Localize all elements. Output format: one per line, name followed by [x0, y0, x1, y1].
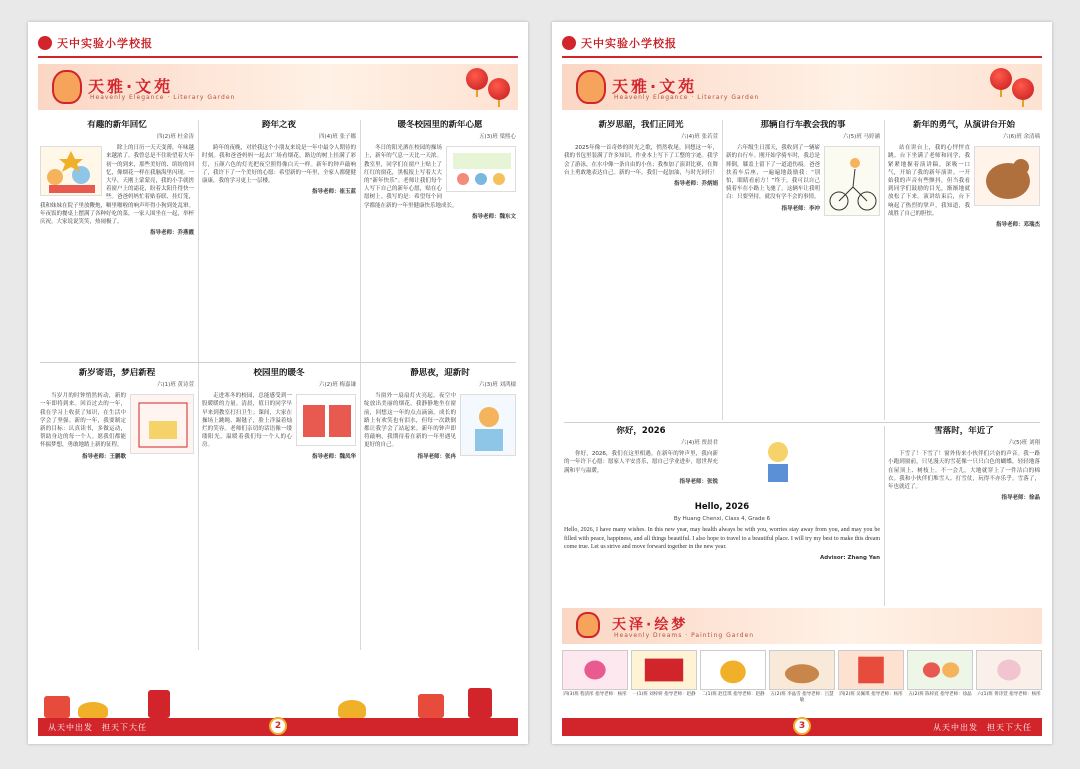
article-1 — [40, 120, 194, 358]
gallery-caption: 五(2)班 李晶雪 指导老师：吕慧敏 — [770, 692, 834, 703]
article-title: 校园里的暖冬 — [253, 368, 305, 378]
article-body: 冬日的阳光洒在校园的操场上，新年的气息一天比一天浓。教室里，同学们在窗户上贴上了红红的窗花，黑板报上写着大大的“新年快乐”。老师让我们每个人写下自己的新年心愿，贴在心愿树上。我写的是：希望每个同学都能在新的一年里健康快乐地成长。 — [364, 145, 458, 209]
article-teacher: 指导老师：乔燕霞 — [149, 230, 194, 237]
painting-thumbnail — [700, 650, 766, 690]
article-title: 你好，2026 — [616, 426, 666, 436]
article-title: 静思夜，迎新时 — [410, 368, 470, 378]
gallery-caption: 二(1)班 赵佳琪 指导老师：赵静 — [701, 692, 765, 697]
festive-drawing-illustration — [296, 394, 356, 446]
gold-ingot-icon — [78, 702, 108, 718]
mascot-icon — [576, 70, 606, 104]
article-body: 六年级生日那天，我收到了一辆崭新的自行车。刚开始学骑车时，我总是摔倒，膝盖上留下了一道道伤痕。爸爸扶着车后座，一遍遍地鼓励我：“别怕，眼睛看前方！”终于，我可以自己骑着车在小路上飞驰了。这辆车让我明白：只要坚持，就没有学不会的事情。 — [726, 145, 820, 201]
gallery-caption: 六(1)班 黄诗萱 指导老师：杨彤 — [977, 692, 1041, 697]
article-teacher: 指导老师：邓瑞杰 — [995, 222, 1040, 229]
article-byline: 六(1)班 黄诗萱 — [156, 382, 194, 388]
gift-icon — [44, 696, 70, 718]
page-number: 3 — [793, 717, 811, 735]
article-9 — [888, 120, 1040, 418]
article-teacher: 指导老师：崔玉蓝 — [311, 189, 356, 196]
gallery-subtitle: Heavenly Dreams · Painting Garden — [614, 632, 755, 639]
article-body: 下雪了！下雪了！窗外传来小伙伴们兴奋的声音。我一路小跑到窗前，只见漫天的雪花像一只只白色的蝴蝶，轻轻地落在屋顶上、树枝上。不一会儿，大地就穿上了一件洁白的棉衣。我和小伙伴们堆雪人、打雪仗，玩得不亦乐乎。雪落了，年也就近了。 — [888, 451, 1040, 491]
gift-icon — [418, 694, 444, 718]
gift-icon — [468, 688, 492, 718]
gallery-item — [838, 650, 904, 710]
article-title: 新年的勇气，从演讲台开始 — [912, 120, 1015, 130]
article-byline: 六(2)班 梅嘉谦 — [318, 382, 356, 388]
gallery-caption: 四(3)班 程清彤 指导老师：杨彤 — [563, 692, 627, 697]
bicycle-drawing-illustration — [824, 146, 880, 216]
article-teacher: 指导老师：李冲 — [781, 205, 820, 212]
article-6 — [364, 368, 516, 650]
footer-slogan: 从天中出发 担天下大任 — [48, 722, 147, 732]
article-title: 新岁思韶，我们正同光 — [598, 120, 684, 130]
gallery-item — [907, 650, 973, 710]
article-5 — [202, 368, 356, 650]
gallery-caption: 四(2)班 吴佩琪 指导老师：杨彤 — [839, 692, 903, 697]
article-byline: 六(4)班 张若萱 — [680, 134, 718, 140]
section-title: 天雅·文苑 — [88, 77, 174, 96]
article-title: 暖冬校园里的新年心愿 — [397, 120, 483, 130]
article-2 — [202, 120, 356, 358]
section-title: 天雅·文苑 — [612, 77, 698, 96]
article-title: 跨年之夜 — [261, 120, 296, 130]
lantern-icon — [990, 68, 1012, 90]
article-byline: By Huang Chenxi, Class 4, Grade 6 — [673, 516, 771, 522]
article-byline: 六(5)班 刘翔 — [1008, 440, 1040, 446]
gallery-caption: 一(1)班 刘梓妍 指导老师：赵静 — [632, 692, 696, 697]
new-year-card-illustration — [130, 394, 194, 454]
article-byline: 四(2)班 杜金涛 — [156, 134, 194, 140]
article-body: 当岁月的时钟悄然转动，新的一年即将到来。回首过去的一年，我在学习上收获了知识，在生活中学会了坚强。新的一年，我要制定新的目标：认真读书，多做运动，帮助身边的每一个人。愿我们都能怀揣梦想，勇敢地踏上新的征程。 — [40, 393, 126, 449]
article-teacher: 指导老师：张冉 — [417, 453, 456, 460]
article-body: 站在讲台上，我的心怦怦直跳。台下坐满了老师和同学，我紧紧地握着演讲稿，深吸一口气，开始了我的新年演讲。一开始我的声音有些颤抖，但当我看到同学们鼓励的目光，渐渐地就放松了下来。演讲结束后，台下响起了热烈的掌声，我知道，我战胜了自己的胆怯。 — [888, 145, 970, 217]
section-banner — [562, 64, 1042, 110]
article-body: 走进寒冬的校园，总能感受到一股暖暖的力量。清晨，值日的同学早早来到教室打扫卫生；课间，大家在操场上跳绳、踢毽子，脸上洋溢着灿烂的笑容。老师们亲切的话语像一缕缕阳光，温暖着我们每一个人的心房。 — [202, 393, 292, 449]
article-body: 跨年的夜晚，对於我这个小朋友来说是一年中最令人期待的时刻。我和爸爸妈妈一起去广场看烟花，路边的树上挂满了彩灯，五颜六色的灯光把夜空照得像白天一样。新年的钟声敲响了，我许下了一个美好的心愿：希望新的一年里，全家人都健健康康，我的学习更上一层楼。 — [202, 145, 356, 185]
article-body: 你好，2026，我们在这里相遇。在新年的钟声里，我向新的一年许下心愿：愿家人平安喜乐，愿自己学业进步，愿世界充满和平与温暖。 — [564, 451, 718, 474]
section-subtitle: Heavenly Elegance · Literary Garden — [614, 94, 760, 101]
article-body: 当窗外一扇扇灯火亮起，夜空中绽放出美丽的烟花，我静静地坐在窗前，回想这一年的点点滴滴。成长的路上有欢笑也有泪水，但每一次跌倒都让我学会了站起来。新年的钟声即将敲响，我期待着在新的一年里遇见更好的自己。 — [364, 393, 456, 449]
article-byline: 六(6)班 余清瑀 — [1002, 134, 1040, 140]
article-teacher: 指导老师：张锐 — [679, 478, 718, 485]
article-byline: 六(3)班 刘鸿棣 — [478, 382, 516, 388]
gallery-caption: 五(2)班 陈梓宸 指导老师：徐晶 — [908, 692, 972, 697]
painting-thumbnail — [631, 650, 697, 690]
lantern-icon — [488, 78, 510, 100]
festive-decoration-band — [38, 678, 518, 718]
article-body: Hello, 2026, I have many wishes. In this new year, may health always be with you, worries stay away from you, and may you be filled with peace, happiness, and all things beautiful. I also hope to travel to a beautiful place. I will try my best to make this dream come true. Let us strive and move forward together in the new year. — [564, 527, 880, 550]
article-8 — [726, 120, 880, 418]
masthead-title: 天中实验小学校报 — [57, 37, 153, 50]
article-3 — [364, 120, 516, 358]
article-10 — [564, 426, 718, 496]
page-number: 2 — [269, 717, 287, 735]
article-12 — [888, 426, 1040, 606]
article-byline: 四(4)班 张子娜 — [318, 134, 356, 140]
school-logo-icon — [562, 36, 576, 50]
newspaper-page-2 — [28, 22, 528, 744]
article-teacher: 指导老师：魏凤华 — [311, 453, 356, 460]
gallery-item — [769, 650, 835, 710]
gift-icon — [148, 690, 170, 718]
article-byline: 六(5)班 马婷涵 — [842, 134, 880, 140]
article-byline: 五(3)班 梁熙心 — [478, 134, 516, 140]
article-title: 那辆自行车教会我的事 — [760, 120, 846, 130]
article-4 — [40, 368, 194, 650]
gold-ingot-icon — [338, 700, 366, 718]
article-7 — [564, 120, 718, 418]
article-teacher: 指导老师：魏东文 — [471, 213, 516, 220]
section-banner — [38, 64, 518, 110]
hello-2026-illustration-area — [726, 426, 876, 496]
masthead — [38, 30, 518, 58]
lantern-icon — [1012, 78, 1034, 100]
newspaper-page-3 — [552, 22, 1052, 744]
article-body: 2025年像一首奇妙的时光之歌，悄然收尾。回想这一年，我的书包里装满了许多知识，作业本上写下了工整的字迹。我学会了游泳，在水中像一条自由的小鱼；我参加了演讲比赛，在舞台上勇敢地表达自己。新的一年，我们一起加油，与时光同行！ — [564, 145, 718, 176]
kids-drawing-illustration — [40, 146, 102, 196]
footer-slogan: 从天中出发 担天下大任 — [933, 722, 1032, 732]
article-title: 新岁寄语，梦启新程 — [78, 368, 156, 378]
mascot-icon — [576, 612, 600, 638]
horse-2026-illustration — [974, 146, 1040, 206]
mascot-icon — [52, 70, 82, 104]
gallery-item — [631, 650, 697, 710]
hello-2026-illustration — [756, 432, 816, 488]
gallery-title: 天泽·绘梦 — [612, 617, 689, 633]
gallery-banner — [562, 608, 1042, 644]
article-teacher: 指导老师：乔炳娟 — [673, 181, 718, 188]
painting-thumbnail — [907, 650, 973, 690]
school-logo-icon — [38, 36, 52, 50]
lantern-icon — [466, 68, 488, 90]
classroom-drawing-illustration — [446, 146, 516, 192]
article-title: 雪落时，年近了 — [934, 426, 994, 436]
article-teacher: 指导老师：王鹏歌 — [81, 453, 126, 460]
masthead-title: 天中实验小学校报 — [581, 37, 677, 50]
winter-scene-illustration — [460, 394, 516, 456]
gallery-item — [976, 650, 1042, 710]
section-subtitle: Heavenly Elegance · Literary Garden — [90, 94, 236, 101]
painting-thumbnail — [769, 650, 835, 690]
gallery-item — [562, 650, 628, 710]
article-teacher: 指导老师：徐晶 — [1001, 495, 1040, 502]
painting-thumbnail — [838, 650, 904, 690]
masthead — [562, 30, 1042, 58]
gallery-item — [700, 650, 766, 710]
painting-gallery — [562, 650, 1042, 710]
article-byline: 六(4)班 贾晨君 — [680, 440, 718, 446]
painting-thumbnail — [976, 650, 1042, 690]
article-title: Hello, 2026 — [694, 502, 750, 512]
article-body: 除上的日历一天天变薄，年味越来越浓了。我曾总是不住盼望着大年初一的到来，那些美好的、缤纷的回忆，像烟花一样在我脑海里闪现。一大早，天刚上蒙蒙亮，我的小手就搓着窗户上的霜花，盼着太阳升得快一些。爸爸妈妈忙着贴春联、挂灯笼，我和妹妹在院子里放鞭炮，噼里啪啦的响声吓得小狗到处乱窜。年夜饭的餐桌上摆满了各种好吃的菜，一家人围坐在一起，举杯庆祝。大家说说笑笑，热闹极了。 — [40, 145, 194, 226]
article-teacher: Advisor: Zhang Yan — [819, 555, 880, 562]
article-11 — [564, 502, 880, 562]
painting-thumbnail — [562, 650, 628, 690]
article-title: 有趣的新年回忆 — [87, 120, 147, 130]
